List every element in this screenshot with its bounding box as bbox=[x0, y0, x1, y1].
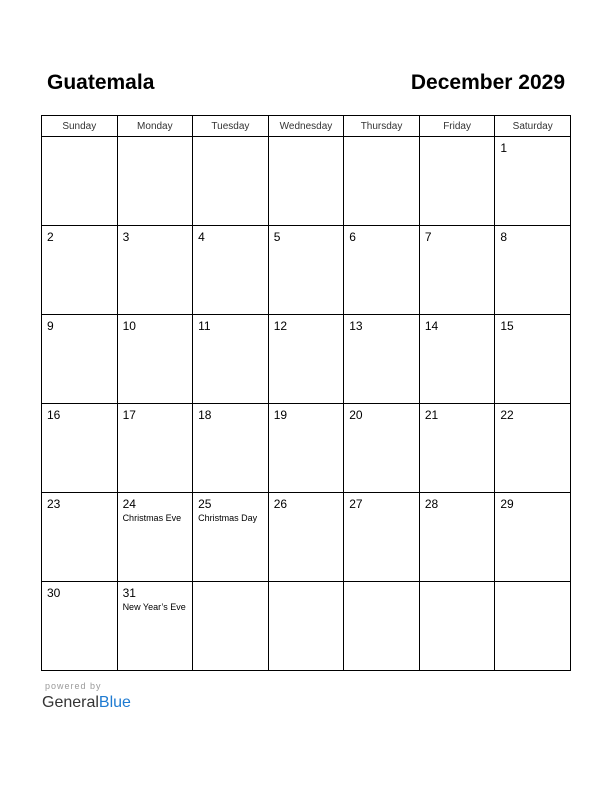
day-cell bbox=[344, 582, 420, 671]
day-cell bbox=[419, 582, 495, 671]
day-number: 26 bbox=[273, 497, 288, 511]
day-cell bbox=[193, 315, 269, 404]
weekday-sunday: Sunday bbox=[42, 116, 118, 137]
day-number: 31 bbox=[122, 586, 136, 600]
day-cell bbox=[268, 404, 344, 493]
day-number: 14 bbox=[424, 319, 439, 333]
day-number: 23 bbox=[47, 497, 61, 511]
day-number: 5 bbox=[273, 230, 281, 244]
day-number: 29 bbox=[500, 497, 514, 511]
weekday-saturday: Saturday bbox=[495, 116, 571, 137]
weekday-friday: Friday bbox=[419, 116, 495, 137]
week-row bbox=[42, 137, 571, 226]
day-cell bbox=[268, 315, 344, 404]
day-number: 30 bbox=[47, 586, 61, 600]
day-cell bbox=[117, 137, 193, 226]
day-number: 12 bbox=[273, 319, 288, 333]
day-number: 13 bbox=[349, 319, 363, 333]
day-cell bbox=[193, 404, 269, 493]
day-cell bbox=[42, 404, 118, 493]
day-number: 7 bbox=[424, 230, 432, 244]
day-cell bbox=[42, 137, 118, 226]
day-number: 9 bbox=[47, 319, 54, 333]
day-cell bbox=[42, 582, 118, 671]
day-number: 25 bbox=[198, 497, 212, 511]
day-cell bbox=[42, 226, 118, 315]
day-cell bbox=[117, 315, 193, 404]
day-cell bbox=[419, 137, 495, 226]
month-title: December 2029 bbox=[410, 71, 565, 94]
day-number: 11 bbox=[198, 319, 211, 333]
day-number: 16 bbox=[47, 408, 61, 422]
calendar-header bbox=[41, 71, 571, 101]
day-cell bbox=[117, 493, 193, 582]
day-number: 15 bbox=[500, 319, 514, 333]
weekday-monday: Monday bbox=[117, 116, 193, 137]
day-cell bbox=[268, 137, 344, 226]
day-number: 3 bbox=[122, 230, 130, 244]
week-row bbox=[42, 404, 571, 493]
day-cell bbox=[117, 404, 193, 493]
day-number: 18 bbox=[198, 408, 212, 422]
day-number: 2 bbox=[47, 230, 54, 244]
day-cell bbox=[419, 315, 495, 404]
footer-branding bbox=[42, 681, 131, 712]
day-number: 27 bbox=[349, 497, 363, 511]
country-title: Guatemala bbox=[47, 71, 155, 94]
holiday-label: New Year’s Eve bbox=[122, 602, 186, 612]
day-cell bbox=[495, 226, 571, 315]
powered-by-label: powered by bbox=[45, 681, 102, 691]
day-number: 17 bbox=[122, 408, 136, 422]
day-number: 8 bbox=[500, 230, 508, 244]
week-row bbox=[42, 582, 571, 671]
day-number: 6 bbox=[349, 230, 356, 244]
day-cell bbox=[193, 137, 269, 226]
day-number: 28 bbox=[424, 497, 439, 511]
week-row bbox=[42, 226, 571, 315]
day-cell bbox=[344, 137, 420, 226]
day-cell bbox=[193, 582, 269, 671]
day-cell bbox=[268, 582, 344, 671]
day-cell bbox=[495, 315, 571, 404]
day-cell bbox=[419, 493, 495, 582]
day-cell bbox=[344, 493, 420, 582]
day-number: 10 bbox=[122, 319, 136, 333]
logo-text-general: General bbox=[42, 694, 99, 711]
day-cell bbox=[495, 137, 571, 226]
holiday-label: Christmas Eve bbox=[122, 513, 182, 523]
day-cell bbox=[268, 493, 344, 582]
day-cell bbox=[495, 493, 571, 582]
day-number: 24 bbox=[122, 497, 136, 511]
weekday-thursday: Thursday bbox=[344, 116, 420, 137]
day-number: 19 bbox=[273, 408, 288, 422]
week-row bbox=[42, 315, 571, 404]
weekday-header-row bbox=[42, 116, 571, 137]
day-number: 1 bbox=[500, 141, 508, 155]
week-row bbox=[42, 493, 571, 582]
day-cell bbox=[117, 226, 193, 315]
weekday-wednesday: Wednesday bbox=[268, 116, 344, 137]
day-cell bbox=[268, 226, 344, 315]
day-cell bbox=[495, 404, 571, 493]
day-cell bbox=[344, 226, 420, 315]
weekday-tuesday: Tuesday bbox=[193, 116, 269, 137]
day-cell bbox=[344, 404, 420, 493]
day-number: 22 bbox=[500, 408, 514, 422]
day-cell bbox=[344, 315, 420, 404]
day-cell bbox=[42, 315, 118, 404]
day-number: 21 bbox=[424, 408, 439, 422]
logo-text-blue: Blue bbox=[98, 694, 131, 711]
day-number: 4 bbox=[198, 230, 205, 244]
holiday-label: Christmas Day bbox=[198, 513, 258, 523]
day-cell bbox=[419, 226, 495, 315]
day-cell bbox=[42, 493, 118, 582]
generalblue-logo[interactable] bbox=[42, 694, 131, 712]
day-cell bbox=[193, 493, 269, 582]
day-cell bbox=[419, 404, 495, 493]
day-cell bbox=[495, 582, 571, 671]
day-cell bbox=[117, 582, 193, 671]
day-cell bbox=[193, 226, 269, 315]
day-number: 20 bbox=[349, 408, 363, 422]
calendar-grid bbox=[41, 115, 571, 671]
